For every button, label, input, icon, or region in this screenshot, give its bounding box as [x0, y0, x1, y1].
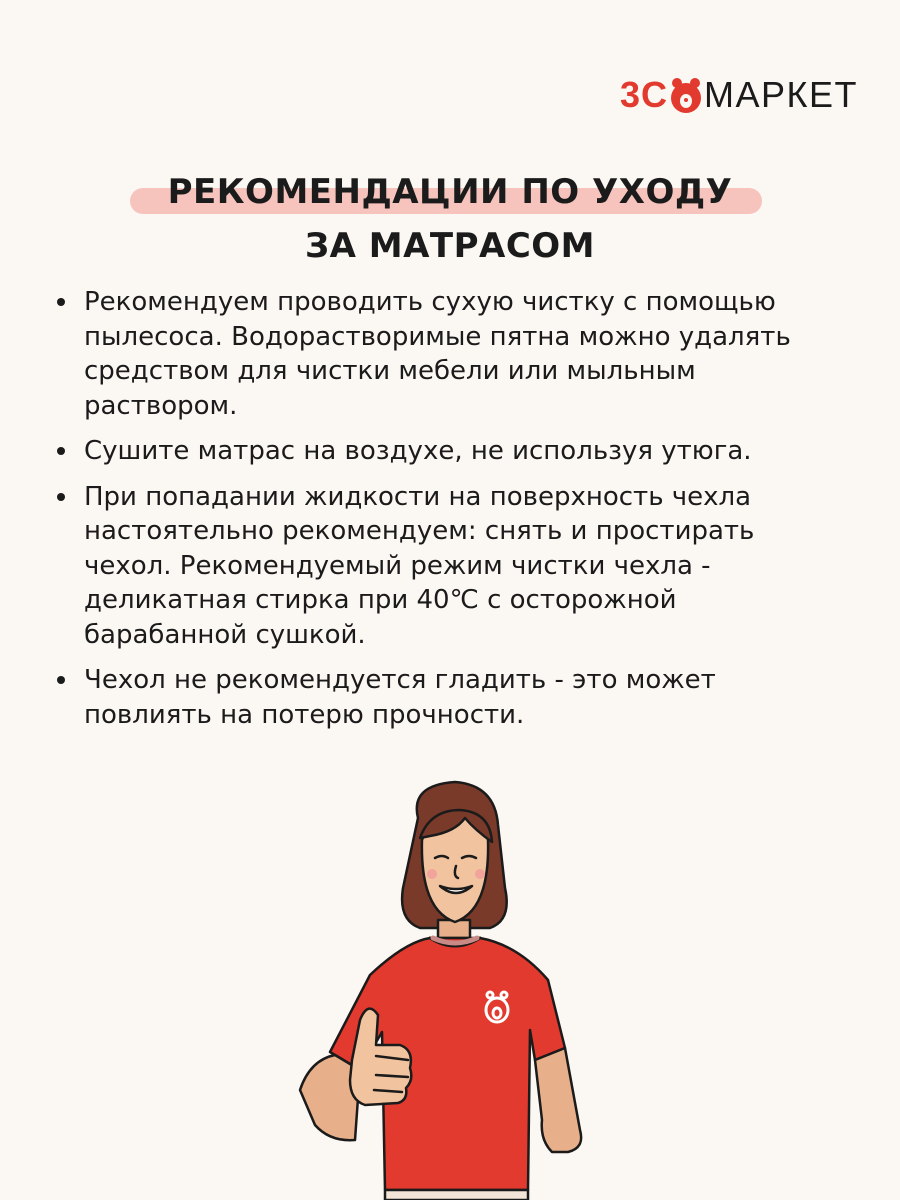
list-item-line: чехол. Рекомендуемый режим чистки чехла -: [84, 550, 711, 581]
list-item-line: При попадании жидкости на поверхность чехла: [84, 481, 752, 512]
list-item-line: настоятельно рекомендуем: снять и простирать: [84, 516, 755, 546]
list-item-line: пылесоса. Водорастворимые пятна можно удалять: [84, 321, 791, 352]
list-item: [57, 663, 857, 732]
list-item-line: Чехол не рекомендуется гладить - это может: [84, 665, 716, 695]
title-line-1: РЕКОМЕНДАЦИИ ПО УХОДУ: [167, 172, 733, 212]
bullet-icon: [57, 298, 65, 306]
list-item-line: деликатная стирка при 40℃ с осторожной: [84, 585, 677, 615]
list-item: [57, 434, 857, 469]
logo-text-left: 3С: [619, 74, 669, 115]
list-item: [57, 480, 857, 653]
bullet-icon: [57, 676, 65, 684]
bear-icon: [669, 75, 703, 115]
page-title: [0, 165, 900, 273]
title-line-2: ЗА МАТРАСОМ: [304, 226, 596, 266]
list-item-line: раствором.: [84, 390, 238, 421]
brand-logo: [620, 70, 858, 120]
list-item-line: Рекомендуем проводить сухую чистку с помощью: [84, 287, 776, 317]
list-item-line: средством для чистки мебели или мыльным: [84, 356, 696, 386]
woman-thumbs-up-illustration: [290, 770, 620, 1200]
list-item-line: повлиять на потерю прочности.: [84, 699, 525, 730]
list-item-line: барабанной сушкой.: [84, 619, 366, 650]
list-item: [57, 285, 857, 423]
care-recommendations-list: [57, 285, 857, 743]
bullet-icon: [57, 447, 65, 455]
logo-text-right: МАРКЕТ: [704, 74, 858, 115]
list-item-line: Сушите матрас на воздухе, не используя утюга.: [84, 436, 752, 466]
bullet-icon: [57, 493, 65, 501]
